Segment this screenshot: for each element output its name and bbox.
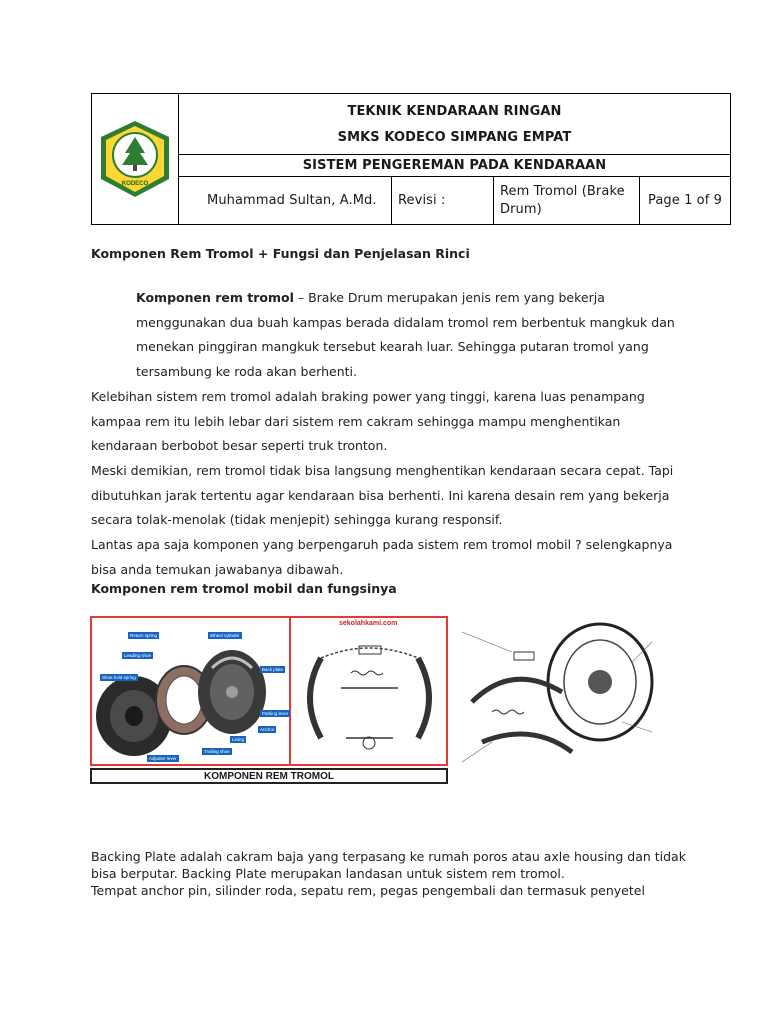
paragraph-1-bold: Komponen rem tromol <box>136 290 294 305</box>
paragraph-1 <box>91 286 681 385</box>
brake-figure-left <box>90 616 450 785</box>
label-parking-lever: Parking lever <box>262 711 289 716</box>
brake-drum-illustration <box>92 618 289 764</box>
paragraph-2: Kelebihan sistem rem tromol adalah braking power yang tinggi, karena luas penampang kampaa rem itu lebih lebar dari sistem rem cakram sehingga mampu menghentikan kendaraan berbobot besar seperti truk tronton. <box>91 388 645 454</box>
paragraph-4: Lantas apa saja komponen yang berpengaruh pada sistem rem tromol mobil ? selengkapnya bisa anda temukan jawabanya dibawah. <box>91 537 673 577</box>
backing-plate-text <box>91 848 691 899</box>
paragraph-1-text: – Brake Drum merupakan jenis rem yang bekerja menggunakan dua buah kampas berada didalam tromol rem berbentuk mangkuk dan menekan pinggiran mangkuk tersebut kearah luar. Sehingga putaran tromol yang tersambung ke roda akan berhenti. <box>136 290 675 380</box>
backing-plate-line-2: Tempat anchor pin, silinder roda, sepatu rem, pegas pengembali dan termasuk penyetel <box>91 883 645 898</box>
revision-cell: Revisi : <box>392 177 494 224</box>
logo-text: KODECO <box>121 181 149 187</box>
author-cell: Muhammad Sultan, A.Md. <box>179 177 392 224</box>
school-logo <box>97 119 173 199</box>
section-heading: Komponen rem tromol mobil dan fungsinya <box>91 581 397 596</box>
header-subject: SISTEM PENGEREMAN PADA KENDARAAN <box>179 155 730 177</box>
paragraph-3: Meski demikian, rem tromol tidak bisa langsung menghentikan kendaraan secara cepat. Tapi dibutuhkan jarak tertentu agar kendaraan bisa berhenti. Ini karena desain rem yang bekerja secara tolak-menolak (tidak menjepit) sehingga kurang responsif. <box>91 462 674 528</box>
brake-exploded-diagram <box>452 612 660 784</box>
document-heading: Komponen Rem Tromol + Fungsi dan Penjelasan Rinci <box>91 246 470 261</box>
body-text <box>91 286 681 582</box>
logo-cell <box>92 94 179 224</box>
label-trailing-shoe: Trailing shoe <box>204 749 230 754</box>
brake-exploded-sketch <box>452 612 660 784</box>
brake-shoe-sketch <box>291 618 448 764</box>
header-meta-row <box>179 177 730 224</box>
page-number-cell: Page 1 of 9 <box>647 193 723 208</box>
label-back-plate: Back plate <box>262 667 284 672</box>
label-adjuster-lever: Adjuster lever <box>149 756 177 761</box>
label-anchor: Anchor <box>260 727 275 732</box>
document-header-table <box>91 93 731 225</box>
label-leading-shoe: Leading shoe <box>124 653 152 658</box>
header-line-1: TEKNIK KENDARAAN RINGAN <box>347 103 562 119</box>
header-line-2: SMKS KODECO SIMPANG EMPAT <box>337 129 572 145</box>
label-shoe-hold-spring: Shoe hold spring <box>102 675 136 680</box>
header-title-block <box>179 94 730 155</box>
figure-caption: KOMPONEN REM TROMOL <box>90 768 448 784</box>
backing-plate-line-1: Backing Plate adalah cakram baja yang terpasang ke rumah poros atau axle housing dan tidak bisa berputar. Backing Plate merupakan landasan untuk sistem rem tromol. <box>91 849 686 881</box>
brake-drum-photo <box>90 616 291 766</box>
topic-cell: Rem Tromol (Brake Drum) <box>494 177 640 224</box>
label-return-spring: Return spring <box>130 633 158 638</box>
source-site-label: sekolahkami.com <box>339 620 398 627</box>
brake-line-diagram <box>291 616 448 766</box>
label-wheel-cylinder: Wheel cylinder <box>210 633 240 638</box>
label-lining: Lining <box>232 737 245 742</box>
